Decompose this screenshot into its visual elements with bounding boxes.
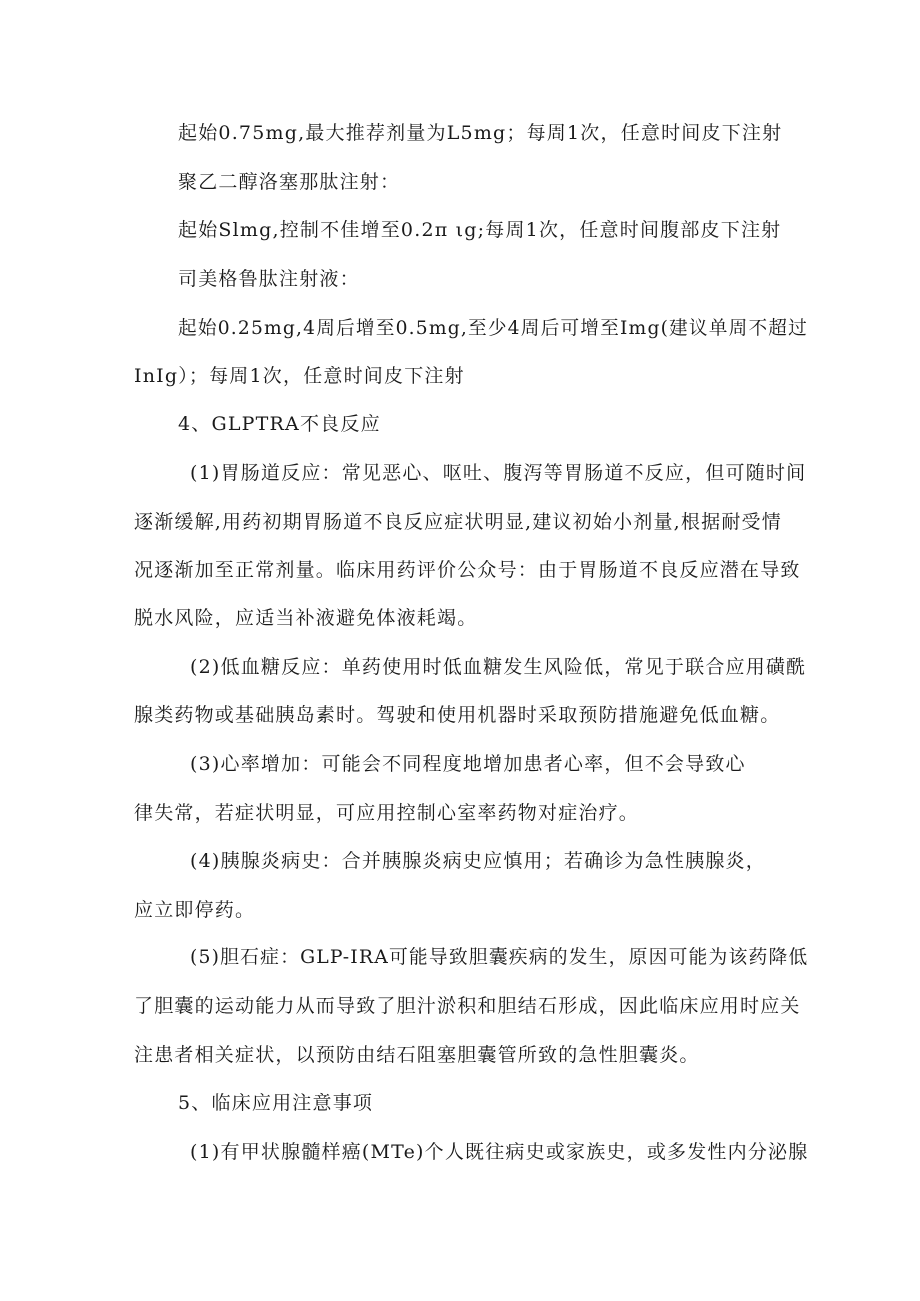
paragraph-line: 注患者相关症状，以预防由结石阻塞胆囊管所致的急性胆囊炎。 bbox=[134, 1044, 700, 1066]
text-line: 起始Slmg,控制不佳增至0.2π ιg;每周1次，任意时间腹部皮下注射 bbox=[178, 219, 782, 241]
paragraph-line: (1)胃肠道反应：常见恶心、呕吐、腹泻等胃肠道不反应，但可随时间 bbox=[190, 462, 807, 484]
drug-heading: 聚乙二醇洛塞那肽注射： bbox=[178, 171, 401, 193]
section-heading: 5、临床应用注意事项 bbox=[178, 1092, 374, 1114]
paragraph-line: 了胆囊的运动能力从而导致了胆汁淤积和胆结石形成，因此临床应用时应关 bbox=[134, 995, 801, 1017]
paragraph-line: (3)心率增加：可能会不同程度地增加患者心率，但不会导致心 bbox=[190, 753, 746, 775]
text-line: InIg）；每周1次，任意时间皮下注射 bbox=[134, 365, 465, 387]
paragraph-line: (2)低血糖反应：单药使用时低血糖发生风险低，常见于联合应用磺酰 bbox=[190, 656, 807, 678]
paragraph-line: 应立即停药。 bbox=[134, 899, 256, 921]
paragraph-line: (5)胆石症：GLP-IRA可能导致胆囊疾病的发生，原因可能为该药降低 bbox=[190, 946, 809, 968]
paragraph-line: 腺类药物或基础胰岛素时。驾驶和使用机器时采取预防措施避免低血糖。 bbox=[134, 704, 781, 726]
text-line: 起始0.75mg,最大推荐剂量为L5mg；每周1次，任意时间皮下注射 bbox=[178, 122, 783, 144]
paragraph-line: 逐渐缓解,用药初期胃肠道不良反应症状明显,建议初始小剂量,根据耐受情 bbox=[134, 511, 782, 533]
paragraph-line: 脱水风险，应适当补液避免体液耗竭。 bbox=[134, 607, 478, 629]
drug-heading: 司美格鲁肽注射液： bbox=[178, 268, 360, 290]
section-heading: 4、GLPTRA不良反应 bbox=[178, 413, 381, 435]
paragraph-line: 律失常，若症状明显，可应用控制心室率药物对症治疗。 bbox=[134, 802, 640, 824]
paragraph-line: 况逐渐加至正常剂量。临床用药评价公众号：由于胃肠道不良反应潜在导致 bbox=[134, 559, 801, 581]
paragraph-line: (1)有甲状腺髓样癌(MTe)个人既往病史或家族史，或多发性内分泌腺 bbox=[190, 1141, 809, 1163]
text-line: 起始0.25mg,4周后增至0.5mg,至少4周后可增至Img(建议单周不超过 bbox=[178, 317, 809, 339]
paragraph-line: (4)胰腺炎病史：合并胰腺炎病史应慎用；若确诊为急性胰腺炎， bbox=[190, 850, 766, 872]
